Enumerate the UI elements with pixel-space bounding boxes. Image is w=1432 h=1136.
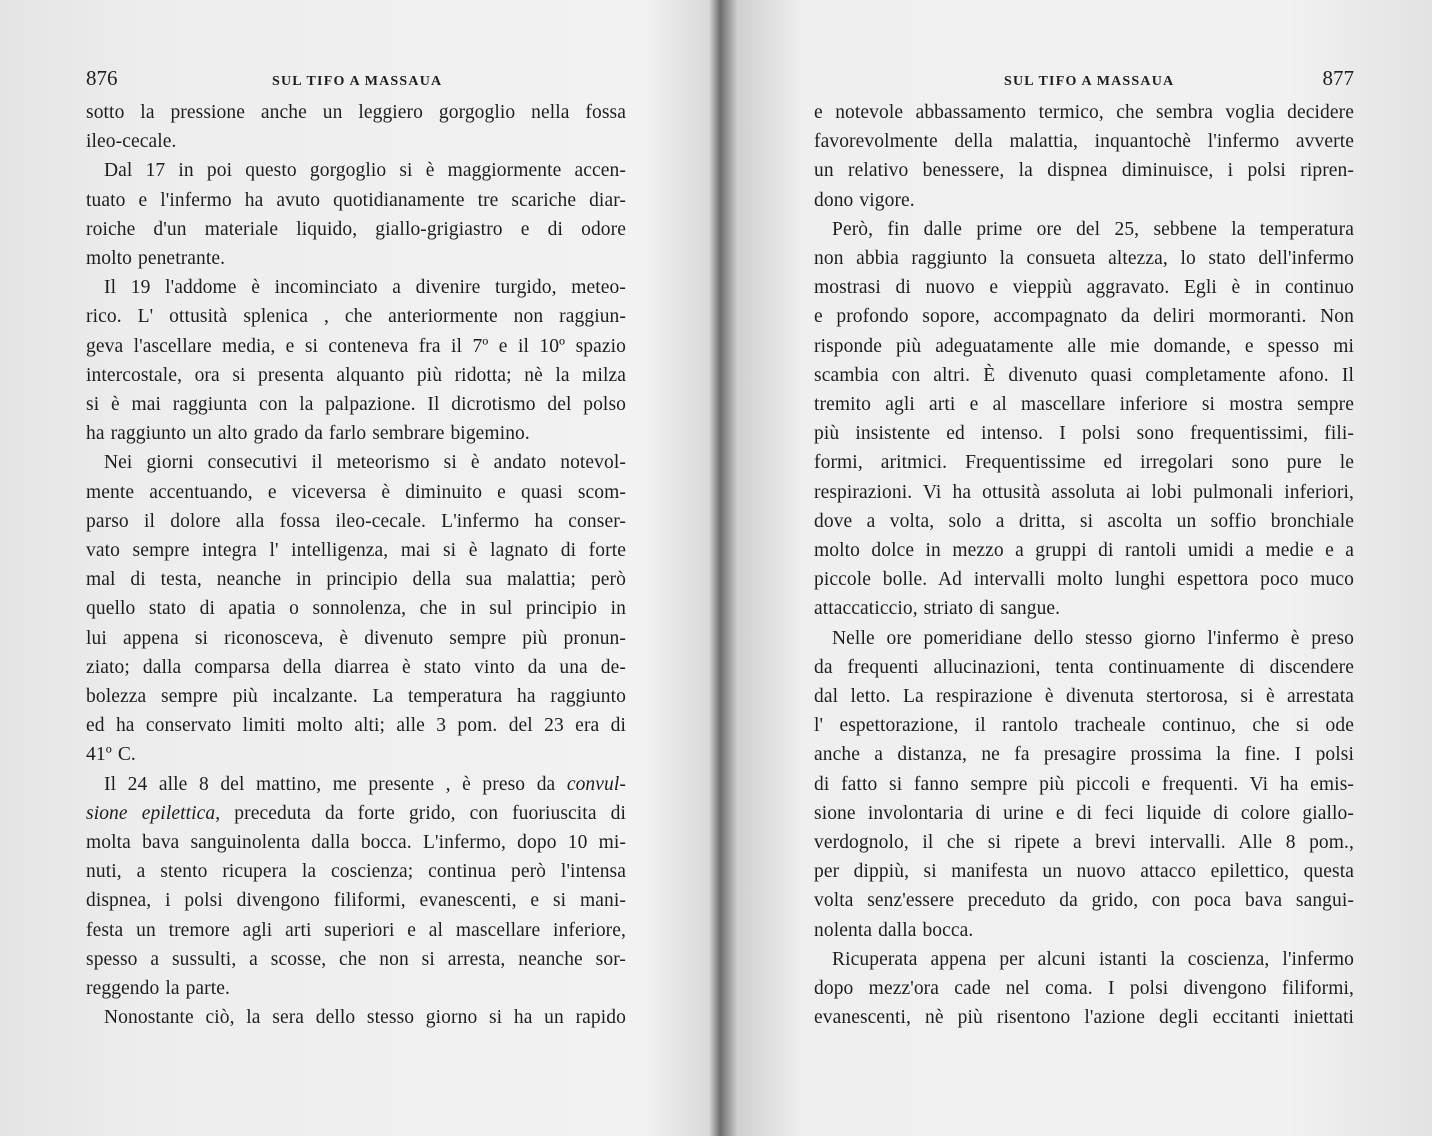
text-line: Nonostante ciò, la sera dello stesso giorno si ha un rapido xyxy=(104,1007,626,1029)
text-line: si è mai raggiunta con la palpazione. Il dicrotismo del polso xyxy=(86,394,626,416)
text-line: bolezza sempre più incalzante. La temperatura ha raggiunto xyxy=(86,686,626,708)
text-line: più insistente ed intenso. I polsi sono frequentissimi, fili- xyxy=(814,423,1354,445)
text-line: ha raggiunto un alto grado da farlo sembrare bigemino. xyxy=(86,423,530,445)
running-title: SUL TIFO A MASSAUA xyxy=(1004,74,1175,89)
text-line: per dippiù, si manifesta un nuovo attacco epilettico, questa xyxy=(814,861,1354,883)
paragraph xyxy=(814,215,1354,624)
text-line: nolenta dalla bocca. xyxy=(814,919,974,941)
left-page xyxy=(86,62,626,1033)
running-head xyxy=(86,62,626,98)
text-line: spesso a sussulti, a scosse, che non si arresta, neanche sor- xyxy=(86,948,626,970)
text-line: quello stato di apatia o sonnolenza, che in sul principio in xyxy=(86,598,626,620)
text-line: scambia con altri. È divenuto quasi completamente afono. Il xyxy=(814,364,1354,386)
text-line: di fatto si fanno sempre più piccoli e frequenti. Vi ha emis- xyxy=(814,773,1354,795)
text-line: parso il dolore alla fossa ileo-cecale. L'infermo ha conser- xyxy=(86,510,626,532)
text-line: dispnea, i polsi divengono filiformi, evanescenti, e si mani- xyxy=(86,890,626,912)
text-line: 41º C. xyxy=(86,744,136,766)
text-line: vato sempre integra l' intelligenza, mai si è lagnato di forte xyxy=(86,540,626,562)
text-line: molto penetrante. xyxy=(86,248,226,270)
text-line: respirazioni. Vi ha ottusità assoluta ai lobi pulmonali inferiori, xyxy=(814,481,1354,503)
text-line: rico. L' ottusità splenica , che anteriormente non raggiun- xyxy=(86,306,626,328)
text-line: festa un tremore agli arti superiori e al mascellare inferiore, xyxy=(86,919,626,941)
text-line: intercostale, ora si presenta alquanto più ridotta; nè la milza xyxy=(86,364,626,386)
text-line: risponde più adeguatamente alle mie domande, e spesso mi xyxy=(814,335,1354,357)
text-line: Il 19 l'addome è incominciato a divenire turgido, meteo- xyxy=(104,277,626,299)
text-line: e notevole abbassamento termico, che sembra voglia decidere xyxy=(814,102,1354,123)
text-line: roiche d'un materiale liquido, giallo-grigiastro e di odore xyxy=(86,218,626,240)
paragraph xyxy=(86,156,626,273)
text-line: Il 24 alle 8 del mattino, me presente , è preso da convul- xyxy=(104,773,626,795)
text-line: sione epilettica, preceduta da forte grido, con fuoriuscita di xyxy=(86,802,626,824)
text-line: attaccaticcio, striato di sangue. xyxy=(814,598,1061,620)
text-line: l' espettorazione, il rantolo tracheale continuo, che si ode xyxy=(814,715,1354,737)
body-text xyxy=(814,98,1354,1033)
text-line: da frequenti allucinazioni, tenta continuamente di discendere xyxy=(814,656,1354,678)
text-line: e profondo sopore, accompagnato da deliri mormoranti. Non xyxy=(814,306,1354,328)
text-line: Ricuperata appena per alcuni istanti la coscienza, l'infermo xyxy=(832,948,1354,970)
text-line: un relativo benessere, la dispnea diminuisce, i polsi ripren- xyxy=(814,160,1354,182)
body-text xyxy=(86,98,626,1033)
text-line: dove a volta, solo a dritta, si ascolta un soffio bronchiale xyxy=(814,510,1354,532)
paragraph xyxy=(86,98,626,156)
text-line: mal di testa, neanche in principio della sua malattia; però xyxy=(86,569,626,591)
text-line: nuti, a stento ricupera la coscienza; continua però l'intensa xyxy=(86,861,626,883)
text-line: piccole bolle. Ad intervalli molto lunghi espettora poco muco xyxy=(814,569,1354,591)
text-line: dopo mezz'ora cade nel coma. I polsi divengono filiformi, xyxy=(814,978,1354,1000)
text-line: ileo-cecale. xyxy=(86,131,177,153)
text-line: tuato e l'infermo ha avuto quotidianamente tre scariche diar- xyxy=(86,189,626,211)
text-line: mente accentuando, e viceversa è diminuito e quasi scom- xyxy=(86,481,626,503)
text-line: tremito agli arti e al mascellare inferiore si mostra sempre xyxy=(814,394,1354,416)
text-line: Dal 17 in poi questo gorgoglio si è maggiormente accen- xyxy=(104,160,626,182)
text-line: Però, fin dalle prime ore del 25, sebbene la temperatura xyxy=(832,218,1354,240)
page-number: 877 xyxy=(1322,66,1354,90)
paragraph xyxy=(86,273,626,448)
text-line: molta bava sanguinolenta dalla bocca. L'infermo, dopo 10 mi- xyxy=(86,832,626,854)
text-line: favorevolmente della malattia, inquantochè l'infermo avverte xyxy=(814,131,1354,153)
page-number: 876 xyxy=(86,66,118,90)
text-line: sotto la pressione anche un leggiero gorgoglio nella fossa xyxy=(86,102,626,123)
text-line: mostrasi di nuovo e vieppiù aggravato. Egli è in continuo xyxy=(814,277,1354,299)
right-page xyxy=(814,62,1354,1033)
text-line: sione involontaria di urine e di feci liquide di colore giallo- xyxy=(814,802,1354,824)
paragraph xyxy=(86,770,626,1004)
text-line: formi, aritmici. Frequentissime ed irregolari sono pure le xyxy=(814,452,1354,474)
text-line: evanescenti, nè più risentono l'azione degli eccitanti iniettati xyxy=(814,1007,1354,1029)
text-line: volta senz'essere preceduto da grido, con poca bava sangui- xyxy=(814,890,1354,912)
text-line: non abbia raggiunto la consueta altezza, lo stato dell'infermo xyxy=(814,248,1354,270)
text-line: lui appena si riconosceva, è divenuto sempre più pronun- xyxy=(86,627,626,649)
paragraph xyxy=(86,448,626,769)
text-line: ed ha conservato limiti molto alti; alle 3 pom. del 23 era di xyxy=(86,715,626,737)
text-line: dono vigore. xyxy=(814,189,915,211)
text-line: molto dolce in mezzo a gruppi di rantoli umidi a medie e a xyxy=(814,540,1354,562)
paragraph xyxy=(86,1003,626,1032)
text-line: anche a distanza, ne fa presagire prossima la fine. I polsi xyxy=(814,744,1354,766)
text-line: geva l'ascellare media, e si conteneva fra il 7º e il 10º spazio xyxy=(86,335,626,357)
text-line: Nei giorni consecutivi il meteorismo si è andato notevol- xyxy=(104,452,626,474)
text-line: ziato; dalla comparsa della diarrea è stato vinto da una de- xyxy=(86,656,626,678)
text-line: reggendo la parte. xyxy=(86,978,231,1000)
text-line: Nelle ore pomeridiane dello stesso giorno l'infermo è preso xyxy=(832,627,1354,649)
text-line: dal letto. La respirazione è divenuta stertorosa, si è arrestata xyxy=(814,686,1354,708)
paragraph xyxy=(814,624,1354,945)
paragraph xyxy=(814,945,1354,1033)
running-title: SUL TIFO A MASSAUA xyxy=(272,74,443,89)
running-head xyxy=(814,62,1354,98)
text-line: verdognolo, il che si ripete a brevi intervalli. Alle 8 pom., xyxy=(814,832,1354,854)
paragraph xyxy=(814,98,1354,215)
